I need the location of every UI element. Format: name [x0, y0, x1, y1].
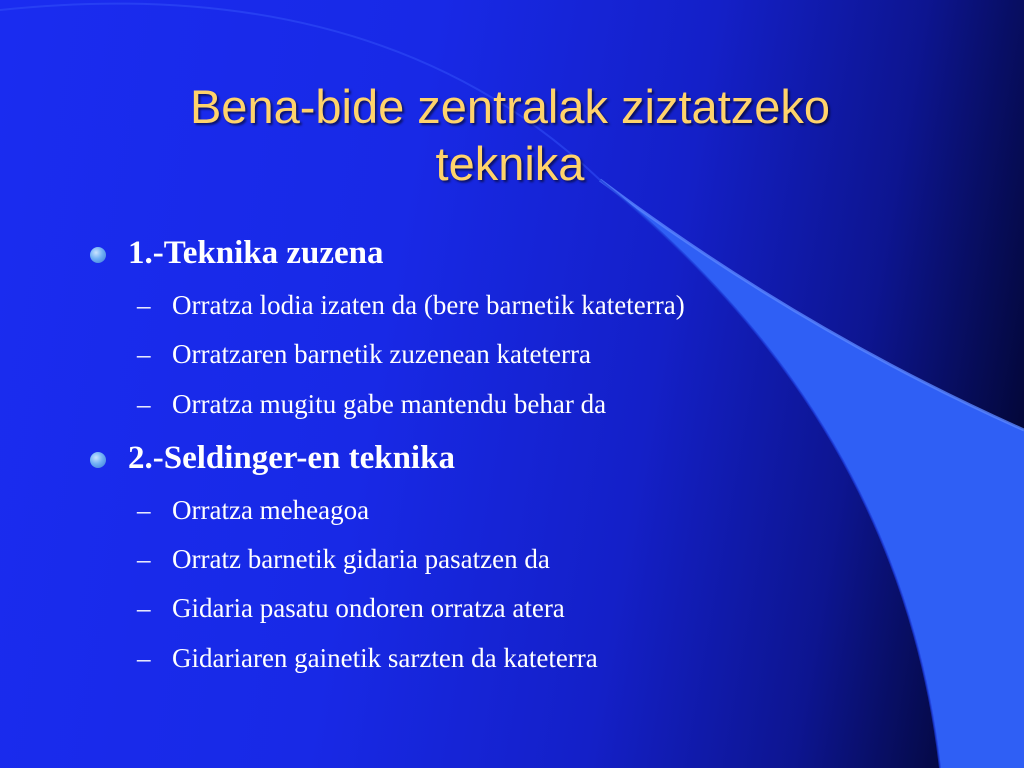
section-heading: 2.-Seldinger-en teknika — [128, 440, 455, 476]
list-item: Orratz barnetik gidaria pasatzen da — [172, 544, 550, 574]
dash-icon: – — [137, 643, 151, 673]
dash-icon: – — [137, 495, 151, 525]
dash-icon: – — [137, 389, 151, 419]
dash-icon: – — [137, 290, 151, 320]
list-item: Gidaria pasatu ondoren orratza atera — [172, 593, 565, 623]
dash-icon: – — [137, 593, 151, 623]
title-line-1: Bena-bide zentralak ziztatzeko — [189, 80, 831, 133]
list-item: Orratza mugitu gabe mantendu behar da — [172, 389, 607, 419]
title-line-2: teknika — [435, 137, 585, 190]
list-item: Orratzaren barnetik zuzenean kateterra — [172, 339, 591, 369]
list-item: Orratza lodia izaten da (bere barnetik kateterra) — [172, 290, 685, 320]
bullet-icon — [90, 247, 106, 263]
list-item: Gidariaren gainetik sarzten da kateterra — [172, 643, 598, 673]
section-heading: 1.-Teknika zuzena — [128, 235, 384, 271]
dash-icon: – — [137, 339, 151, 369]
dash-icon: – — [137, 544, 151, 574]
bullet-icon — [90, 452, 106, 468]
list-item: Orratza meheagoa — [172, 495, 370, 525]
